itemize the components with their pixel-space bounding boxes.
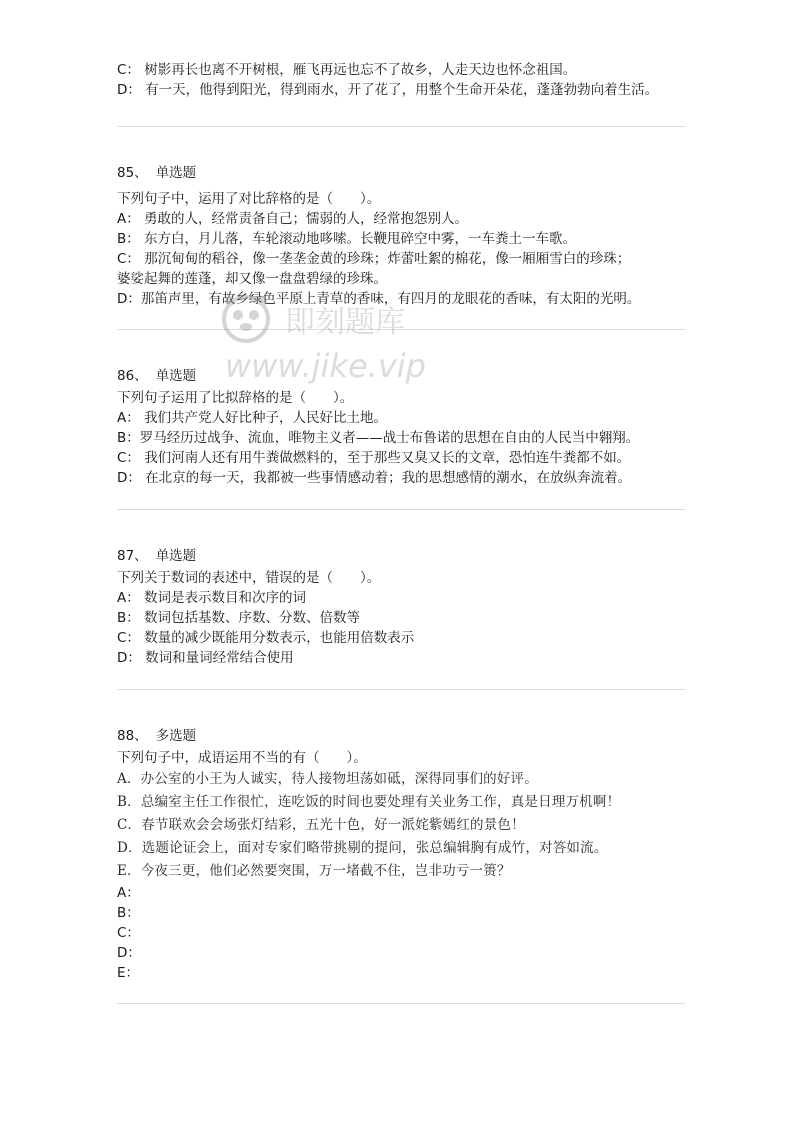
question-header-86 — [117, 366, 685, 386]
sentence-c: C．春节联欢会会场张灯结彩，五光十色，好一派姹紫嫣红的景色！ — [117, 817, 525, 833]
question-number: 88、 — [117, 728, 148, 744]
question-stem: 下列句子运用了比拟辞格的是（ ）。 — [117, 390, 354, 406]
option-b: B： 东方白，月儿落，车轮滚动地哆嗦。长鞭甩碎空中雾，一车粪土一车歌。 — [117, 231, 577, 247]
document-page — [117, 60, 685, 1004]
option-b: B： — [117, 905, 140, 921]
question-number: 85、 — [117, 165, 148, 181]
question-number: 86、 — [117, 368, 148, 384]
option-c: C： 数量的减少既能用分数表示，也能用倍数表示 — [117, 630, 415, 646]
intro-option-c: C： 树影再长也离不开树根，雁飞再远也忘不了故乡，人走天边也怀念祖国。 — [117, 62, 577, 78]
sentence-d: D．选题论证会上，面对专家们略带挑剔的提问，张总编辑胸有成竹，对答如流。 — [117, 840, 608, 856]
question-header-87 — [117, 546, 685, 566]
option-a: A： 勇敢的人，经常责备自己；懦弱的人，经常抱怨别人。 — [117, 211, 469, 227]
option-d: D： 数词和量词经常结合使用 — [117, 650, 294, 666]
question-stem: 下列句子中，成语运用不当的有（ ）。 — [117, 750, 367, 766]
question-number: 87、 — [117, 548, 148, 564]
option-b: B：罗马经历过战争、流血，唯物主义者——战士布鲁诺的思想在自由的人民当中翱翔。 — [117, 430, 640, 446]
option-b: B： 数词包括基数、序数、分数、倍数等 — [117, 610, 361, 626]
option-d: D： 在北京的每一天，我都被一些事情感动着；我的思想感情的潮水，在放纵奔流着。 — [117, 470, 632, 486]
question-type: 单选题 — [155, 548, 197, 564]
option-e: E： — [117, 965, 140, 981]
watermark-brand: 即刻题库 — [285, 305, 405, 340]
question-header-88 — [117, 726, 685, 746]
option-a: A： 数词是表示数目和次序的词 — [117, 590, 307, 606]
option-a: A： 我们共产党人好比种子，人民好比土地。 — [117, 410, 388, 426]
intro-option-d: D： 有一天，他得到阳光，得到雨水，开了花了，用整个生命开朵花，蓬蓬勃勃向着生活。 — [117, 82, 659, 98]
sentence-b: B．总编室主任工作很忙，连吃饭的时间也要处理有关业务工作，真是日理万机啊！ — [117, 794, 621, 810]
option-d: D： — [117, 945, 141, 961]
question-stem: 下列关于数词的表述中，错误的是（ ）。 — [117, 570, 381, 586]
sentence-e: E．今夜三更，他们必然要突围，万一堵截不住，岂非功亏一篑？ — [117, 863, 511, 879]
question-type: 单选题 — [155, 165, 197, 181]
question-type: 多选题 — [155, 728, 197, 744]
option-c: C： 我们河南人还有用牛粪做燃料的，至于那些又臭又长的文章，恐怕连牛粪都不如。 — [117, 450, 631, 466]
sentence-a: A．办公室的小王为人诚实，待人接物坦荡如砥，深得同事们的好评。 — [117, 771, 538, 787]
question-stem: 下列句子中，运用了对比辞格的是（ ）。 — [117, 191, 381, 207]
question-header-85 — [117, 163, 685, 183]
option-c: C： — [117, 925, 140, 941]
option-d: D：那笛声里，有故乡绿色平原上青草的香味，有四月的龙眼花的香味，有太阳的光明。 — [117, 291, 641, 307]
option-c: C： 那沉甸甸的稻谷，像一垄垄金黄的珍珠；炸蕾吐絮的棉花，像一厢厢雪白的珍珠； — [117, 251, 631, 267]
watermark-url: www.jike.vip — [225, 347, 426, 385]
question-type: 单选题 — [155, 368, 197, 384]
option-a: A： — [117, 885, 140, 901]
option-c-continued: 婆娑起舞的莲蓬，却又像一盘盘碧绿的珍珠。 — [117, 271, 387, 287]
divider — [117, 1003, 685, 1004]
